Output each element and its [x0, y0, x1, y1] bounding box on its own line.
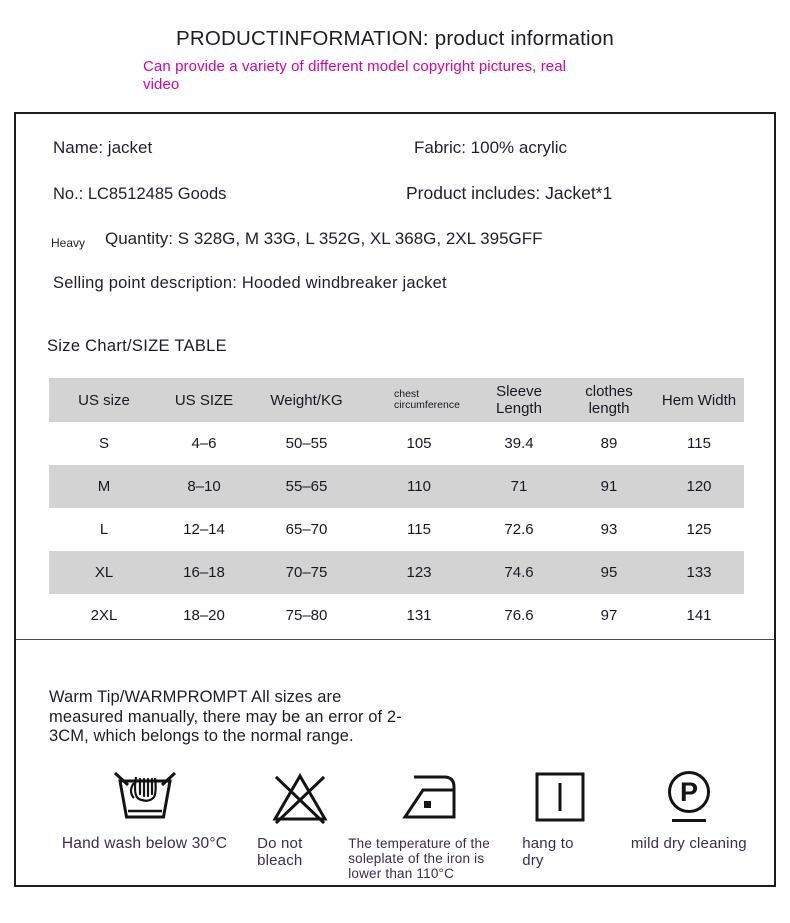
hang-to-dry-icon	[534, 766, 586, 828]
size-cell: 8–10	[187, 478, 221, 495]
care-item-hang-dry	[522, 766, 597, 869]
size-cell: 125	[686, 521, 712, 538]
size-cell: 110	[407, 478, 431, 495]
size-col-header: US SIZE	[174, 391, 234, 409]
size-cell: 55–65	[285, 478, 328, 495]
hand-wash-icon	[113, 766, 177, 828]
size-cell: 95	[600, 564, 618, 581]
size-cell: 70–75	[285, 564, 328, 581]
quantity-field: Quantity: S 328G, M 33G, L 352G, XL 368G, 2XL 395GFF	[105, 229, 543, 248]
size-cell: 97	[600, 607, 618, 624]
page-title: PRODUCTINFORMATION: product information	[176, 27, 614, 50]
size-table-body	[49, 422, 744, 637]
size-cell: 2XL	[90, 607, 118, 624]
size-cell: 93	[600, 521, 618, 538]
product-includes-field: Product includes: Jacket*1	[406, 183, 613, 203]
size-col-header: clothes length	[585, 383, 633, 417]
size-cell: 141	[686, 607, 712, 624]
size-table-header-row	[49, 378, 744, 422]
size-col-header: US size	[78, 391, 130, 409]
item-number-field: No.: LC8512485 Goods	[53, 185, 227, 203]
care-item-hand-wash	[42, 766, 247, 853]
page-subtitle: Can provide a variety of different model copyright pictures, real video	[143, 58, 567, 93]
size-table	[49, 378, 744, 637]
care-item-label: hang to dry	[522, 835, 574, 869]
care-instructions-row	[36, 766, 772, 881]
iron-low-temp-icon	[398, 766, 460, 828]
size-row	[49, 594, 744, 637]
size-cell: 72.6	[504, 521, 534, 538]
size-cell: 133	[686, 564, 712, 581]
size-cell: 75–80	[285, 607, 328, 624]
product-name-field: Name: jacket	[53, 138, 153, 157]
size-cell: 89	[600, 435, 618, 452]
size-row	[49, 508, 744, 551]
size-cell: XL	[94, 564, 114, 581]
size-cell: 91	[600, 478, 618, 495]
size-cell: 71	[510, 478, 528, 495]
do-not-bleach-icon	[270, 766, 330, 828]
size-row	[49, 465, 744, 508]
size-cell: 16–18	[183, 564, 225, 581]
size-row	[49, 551, 744, 594]
size-cell: 39.4	[504, 435, 534, 452]
size-cell: 18–20	[183, 607, 225, 624]
warm-tip-text: Warm Tip/WARMPROMPT All sizes are measured manually, there may be an error of 2-3CM, which belongs to the normal range.	[49, 688, 402, 745]
size-cell: S	[98, 435, 109, 452]
care-item-label: Do not bleach	[257, 835, 303, 869]
care-item-label: Hand wash below 30°C	[61, 835, 228, 852]
care-item-iron-low	[348, 766, 510, 881]
size-cell: 105	[406, 435, 432, 452]
size-cell: 131	[406, 607, 432, 624]
care-item-label: mild dry cleaning	[630, 835, 747, 852]
care-item-do-not-bleach	[257, 766, 342, 869]
care-item-dry-clean	[606, 766, 772, 853]
size-col-header: Weight/KG	[270, 391, 343, 409]
fabric-field: Fabric: 100% acrylic	[414, 138, 568, 157]
size-cell: 120	[686, 478, 712, 495]
size-col-header: chest circumference	[394, 387, 460, 411]
size-cell: 123	[406, 564, 432, 581]
size-cell: 74.6	[504, 564, 534, 581]
size-row	[49, 422, 744, 465]
dry-clean-mild-icon	[661, 766, 717, 828]
size-col-header: Sleeve Length	[496, 383, 542, 417]
size-cell: M	[97, 478, 111, 495]
product-info-box	[14, 112, 776, 887]
size-cell: 65–70	[285, 521, 328, 538]
size-cell: 115	[407, 521, 431, 538]
size-cell: 50–55	[285, 435, 328, 452]
size-cell: L	[99, 521, 109, 538]
size-cell: 4–6	[191, 435, 217, 452]
selling-point-field: Selling point description: Hooded windbreaker jacket	[53, 274, 447, 292]
size-cell: 115	[687, 435, 711, 452]
size-cell: 76.6	[504, 607, 534, 624]
size-col-header: Hem Width	[661, 391, 737, 409]
size-cell: 12–14	[183, 521, 225, 538]
weight-note: Heavy	[51, 236, 86, 250]
svg-text:P: P	[679, 777, 698, 807]
section-divider	[16, 639, 774, 640]
care-item-label: The temperature of the soleplate of the iron is lower than 110°C	[348, 836, 490, 881]
size-chart-heading: Size Chart/SIZE TABLE	[47, 337, 227, 355]
